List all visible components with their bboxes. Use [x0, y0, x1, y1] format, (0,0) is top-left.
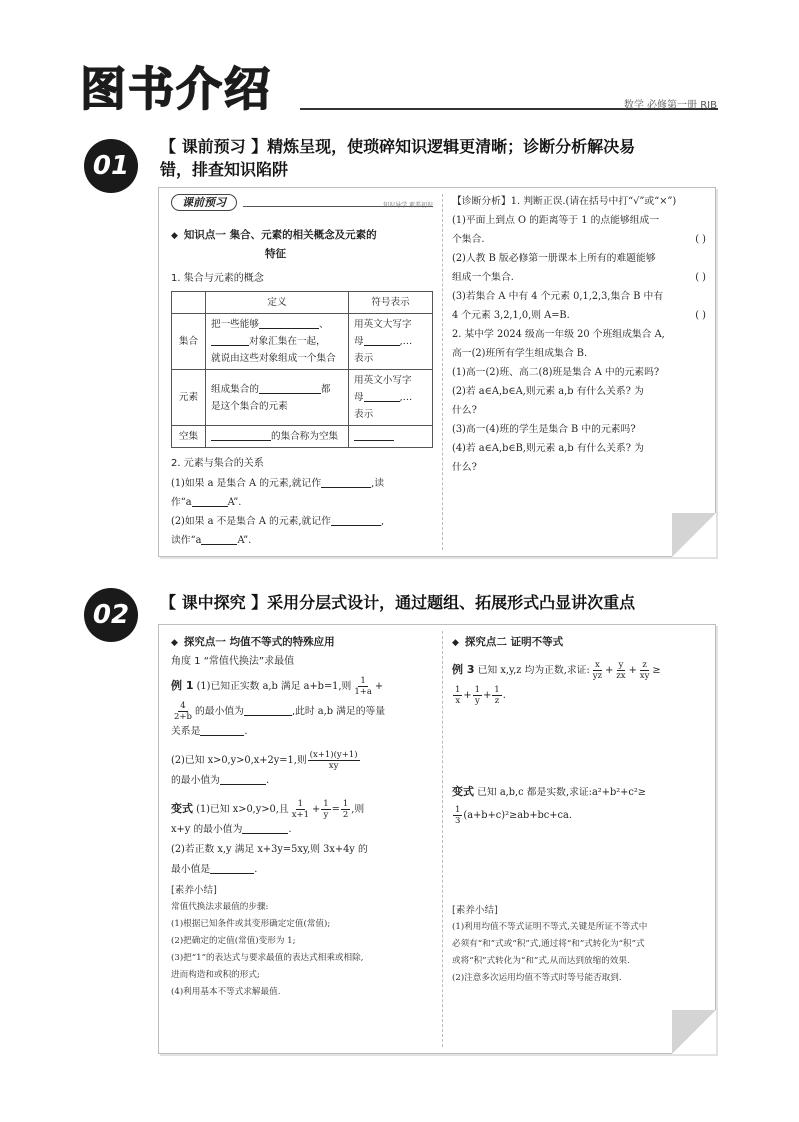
row-definition: 组成集合的 都 是这个集合的元素: [206, 370, 349, 426]
row-symbol: 用英文大写字 母 ,… 表示: [349, 314, 433, 370]
summary-line: 进而构造和或积的形式;: [171, 970, 260, 980]
diag-line: (1)高一(2)班、高二(8)班是集合 A 中的元素吗?: [452, 367, 660, 378]
diag-line: (1)平面上到点 O 的距离等于 1 的点能够组成一: [452, 215, 660, 226]
diag-line: (3)若集合 A 中有 4 个元素 0,1,2,3,集合 B 中有: [452, 291, 664, 302]
summary-2-heading: [素养小结]: [452, 905, 498, 916]
table-header-sym: 符号表示: [349, 292, 433, 314]
relation-2: (2)如果 a 不是集合 A 的元素,就记作 , 读作“a A”.: [171, 516, 385, 546]
summary-line: (1)利用均值不等式证明不等式,关键是所证不等式中: [452, 922, 648, 932]
summary-line: 常值代换法求最值的步骤:: [171, 902, 269, 912]
row-name: 空集: [172, 426, 206, 448]
example-3-cont: $\frac{1}{x}$ + $\frac{1}{y}$ + $\frac{1}{z}$ .: [455, 685, 506, 706]
diag-line: 什么?: [452, 462, 477, 473]
table-row: [172, 370, 433, 426]
concept-table: [171, 291, 433, 448]
answer-bracket: ( ): [695, 234, 706, 245]
page-fold-corner: [672, 1010, 716, 1054]
diag-line: 4 个元素 3,2,1,0,则 A=B. ( ): [452, 306, 706, 325]
example-1-part-2: (2)已知 x>0,y>0,x+2y=1,则 $\frac{(x+1)(y+1)}{xy}$: [171, 750, 358, 771]
summary-line: (2)把确定的定值(常值)变形为 1;: [171, 936, 296, 946]
diagnosis-column: [452, 192, 706, 477]
row-name: 集合: [172, 314, 206, 370]
angle-1-heading: 角度 1 “常值代换法”求最值: [171, 656, 295, 667]
page-fold-corner: [672, 513, 716, 557]
variant-3: 变式 已知 a,b,c 都是实数,求证:a²+b²+c²≥: [452, 785, 646, 798]
example-1: 例 1 (1)已知正实数 a,b 满足 a+b=1,则 $\frac{1}{1+a}$ +: [171, 676, 384, 697]
column-divider: [442, 194, 443, 550]
table-header-row: [172, 292, 433, 314]
preview-tag: 知识导学 素养初识: [383, 202, 433, 209]
diag-line: 组成一个集合. ( ): [452, 268, 706, 287]
diag-line: (2)人教 B 版必修第一册课本上所有的难题能够: [452, 253, 656, 264]
diag-line: 2. 某中学 2024 级高一年级 20 个班组成集合 A,: [452, 329, 665, 340]
row-symbol: [349, 426, 433, 448]
variant-3-cont: $\frac{1}{3}$ (a+b+c)²≥ab+bc+ca.: [455, 805, 572, 826]
summary-1-heading: [素养小结]: [171, 885, 217, 896]
variant-2-cont: 最小值是 .: [171, 864, 258, 875]
answer-bracket: ( ): [695, 310, 706, 321]
variant-1-cont: x+y 的最小值为 .: [171, 824, 292, 835]
explore-point-1-title: ◆ 探究点一 均值不等式的特殊应用: [171, 636, 335, 648]
row-definition: 把一些能够 、 对象汇集在一起， 就说由这些对象组成一个集合: [206, 314, 349, 370]
subheading-1: 1. 集合与元素的概念: [171, 273, 264, 284]
section1-title-line1: 【 课前预习 】精炼呈现，使琐碎知识逻辑更清晰；诊断分析解决易: [160, 137, 636, 156]
row-symbol: 用英文小写字 母 ,… 表示: [349, 370, 433, 426]
column-divider: [442, 631, 443, 1047]
row-name: 元素: [172, 370, 206, 426]
summary-1: [171, 882, 433, 1001]
summary-line: 或将“积”式转化为“和”式,从而达到放缩的效果.: [452, 956, 630, 966]
example-1-part-2-cont: 的最小值为 .: [171, 775, 270, 786]
diag-line: (2)若 a∈A,b∈A,则元素 a,b 有什么关系? 为: [452, 386, 644, 397]
section2-card: [158, 624, 716, 1054]
section1-title: [160, 135, 720, 181]
diag-line: 高一(2)班所有学生组成集合 B.: [452, 348, 588, 359]
summary-line: 必须有“和”式或“积”式,通过将“和”式转化为“积”式: [452, 939, 645, 949]
preview-column: [171, 194, 433, 550]
example-3: 例 3 已知 x,y,z 均为正数,求证: $\frac{x}{yz}$ + $\frac{y}{zx}$ + $\frac{z}{xy}$ ≥: [452, 660, 661, 681]
preview-pill: 课前预习: [171, 194, 237, 211]
variant-1: 变式 (1)已知 x>0,y>0,且 $\frac{1}{x+1}$ + $\frac{1}{y}$ = $\frac{1}{2}$ ,则: [171, 799, 365, 820]
explore-2-column: [452, 633, 706, 987]
book-intro-logo: [80, 62, 272, 116]
row-definition: 的集合称为空集: [206, 426, 349, 448]
section1-title-line2: 错，排查知识陷阱: [160, 160, 289, 179]
summary-line: (2)注意多次运用均值不等式时等号能否取到.: [452, 973, 622, 983]
summary-line: (4)利用基本不等式求解最值.: [171, 987, 281, 997]
variant-2: (2)若正数 x,y 满足 x+3y=5xy,则 3x+4y 的: [171, 844, 368, 855]
summary-2: [452, 902, 706, 987]
knowledge-point-1-title: ◆ 知识点一 集合、元素的相关概念及元素的 特征: [171, 229, 377, 260]
subheading-2: 2. 元素与集合的关系: [171, 458, 264, 469]
diag-line: 什么?: [452, 405, 477, 416]
summary-line: (3)把“1”的表达式与要求最值的表达式相乘或相除,: [171, 953, 364, 963]
table-row: [172, 314, 433, 370]
section1-card: [158, 187, 716, 557]
diag-line: 个集合. ( ): [452, 230, 706, 249]
answer-bracket: ( ): [695, 272, 706, 283]
logo-text: 图书介绍: [80, 62, 272, 116]
diag-line: (3)高一(4)班的学生是集合 B 中的元素吗?: [452, 424, 636, 435]
section-badge-01: 01: [84, 139, 138, 193]
diag-line: (4)若 a∈A,b∈B,则元素 a,b 有什么关系? 为: [452, 443, 644, 454]
table-header-def: 定义: [206, 292, 349, 314]
diag-line: 【诊断分析】1. 判断正误.(请在括号中打“√”或“×”): [452, 196, 677, 207]
section2-title: 【 课中探究 】采用分层式设计，通过题组、拓展形式凸显讲次重点: [160, 593, 636, 612]
example-1-relation: 关系是 .: [171, 726, 248, 737]
relation-1: (1)如果 a 是集合 A 的元素,就记作 ,读 作“a A”.: [171, 478, 385, 508]
summary-line: (1)根据已知条件或其变形确定定值(常值);: [171, 919, 331, 929]
section-badge-02: 02: [84, 588, 138, 642]
table-row: [172, 426, 433, 448]
subject-label: 数学 必修第一册 RJB: [623, 100, 717, 111]
explore-point-2-title: ◆ 探究点二 证明不等式: [452, 636, 564, 648]
example-1-cont: $\frac{4}{2+b}$ 的最小值为 ,此时 a,b 满足的等量: [174, 701, 386, 722]
explore-1-column: [171, 633, 433, 1001]
